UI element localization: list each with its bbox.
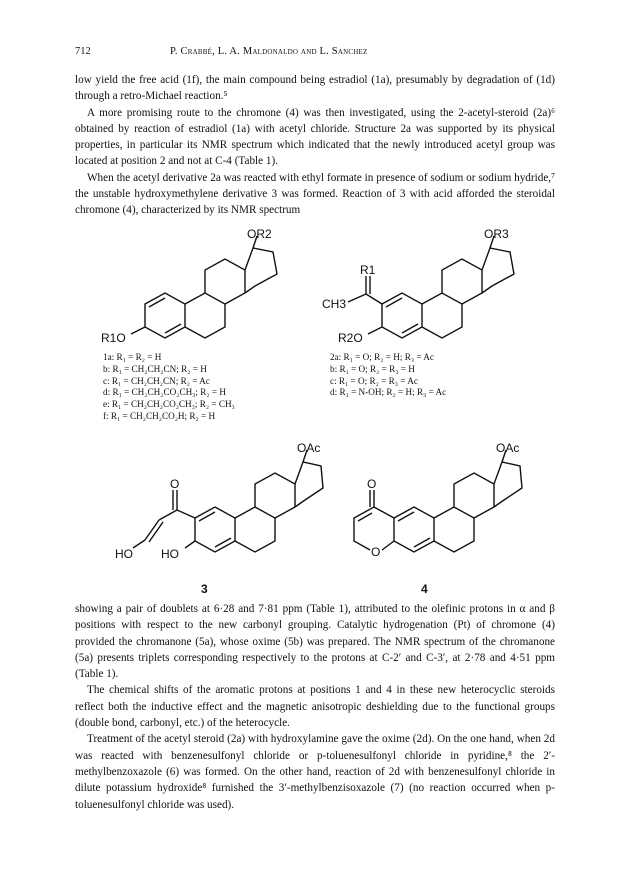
ring-oxygen: O <box>371 545 381 559</box>
legend-structure-2 <box>330 352 446 399</box>
paragraph: A more promising route to the chromone (4) was then investigated, using the 2-acetyl-steroid (2a)⁶ obtained by reaction of estradiol (1a) with acetyl chloride. Structure 2a was supported by its physical properties, in particular its NMR spectrum which indicated that the newly introduced acetyl group was located at position 2 and not at C-4 (Table 1). <box>75 106 555 168</box>
legend-line: b: R₁ = CH₂CH₂CN; R₂ = H <box>103 363 207 374</box>
paragraph: low yield the free acid (1f), the main compound being estradiol (1a), presumably by degradation of (1d) through a retro-Michael reaction.⁵ <box>75 74 555 103</box>
structure-2-acetyl-steroid <box>312 228 532 348</box>
top-substituent: OR2 <box>247 228 272 241</box>
body-text-top <box>75 72 555 219</box>
legend-line: c: R₁ = CH₂CH₂CN; R₂ = Ac <box>103 375 210 386</box>
side-substituent: R2O <box>338 331 363 345</box>
paragraph: Treatment of the acetyl steroid (2a) with hydroxylamine gave the oxime (2d). On the one hand, when 2d was reacted with benzenesulfonyl chloride or p-toluenesulfonyl chloride in pyridine,⁸ the 2′-methylbenzoxazole (6) was formed. On the other hand, reaction of 2d with benzenesulfonyl chloride in dilute potassium hydroxide⁸ furnished the 3′-methylbenzisoxazole (7) (no reaction occurred when p-toluenesulfonyl chloride was used). <box>75 733 555 811</box>
phenol-hydroxyl: HO <box>161 547 179 561</box>
paragraph: showing a pair of doublets at 6·28 and 7·81 ppm (Table 1), attributed to the olefinic protons in α and β positions with respect to the new carbonyl grouping. Catalytic hydrogenation (Pt) of chromone (4) provided the chromanone (5a), whose oxime (5b) was prepared. The NMR spectrum of the chromanone (5a) presents triplets corresponding respectively to the protons at C-2′ and C-3′, at 2·78 and 4·51 ppm (Table 1). <box>75 603 555 681</box>
carbonyl-oxygen: O <box>367 477 377 491</box>
legend-structure-1 <box>103 352 235 423</box>
body-text-bottom <box>75 601 555 813</box>
legend-line: d: R₁ = CH₂CH₂CO₂CH₃; R₂ = H <box>103 387 227 398</box>
paragraph: When the acetyl derivative 2a was reacted with ethyl formate in presence of sodium or sodium hydride,⁷ the unstable hydroxymethylene derivative 3 was formed. Reaction of 3 with acid afforded the steroidal chromone (4), characterized by its NMR spectrum <box>75 171 555 217</box>
legend-line: b: R₁ = O; R₂ = R₃ = H <box>330 363 415 374</box>
legend-line: e: R₁ = CH₂CH₂CO₂CH₃; R₂ = CH₃ <box>103 399 235 410</box>
top-substituent: OAc <box>297 441 321 455</box>
paragraph: The chemical shifts of the aromatic protons at positions 1 and 4 in these new heterocyclic steroids reflect both the inductive effect and the magnetic anisotropic deshielding due to the functional groups (double bond, carbonyl, etc.) of the heterocycle. <box>75 684 555 730</box>
top-substituent: OAc <box>496 441 520 455</box>
page-header <box>75 46 555 62</box>
legend-line: 1a: R₁ = R₂ = H <box>103 352 162 362</box>
r1-substituent: R1 <box>360 263 376 277</box>
legend-line: c: R₁ = O; R₂ = R₃ = Ac <box>330 375 418 386</box>
compound-label-3: 3 <box>201 582 208 596</box>
side-substituent: R1O <box>101 331 126 345</box>
running-head: P. Crabbé, L. A. Maldonaldo and L. Sanchez <box>170 46 368 57</box>
top-substituent: OR3 <box>484 228 509 241</box>
compound-label-4: 4 <box>421 582 428 596</box>
legend-line: f: R₁ = CH₂CH₂CO₂H; R₂ = H <box>103 410 216 421</box>
enol-hydroxyl: HO <box>115 547 133 561</box>
methyl-group: CH3 <box>322 297 347 311</box>
structure-3-hydroxymethylene <box>115 440 325 570</box>
carbonyl-oxygen: O <box>170 477 180 491</box>
page-number: 712 <box>75 46 91 57</box>
legend-line: 2a: R₁ = O; R₂ = H; R₃ = Ac <box>330 352 435 362</box>
legend-line: d: R₁ = N-OH; R₂ = H; R₃ = Ac <box>330 387 447 398</box>
structure-4-chromone <box>338 440 538 570</box>
structure-1-estradiol-ether <box>95 228 295 348</box>
